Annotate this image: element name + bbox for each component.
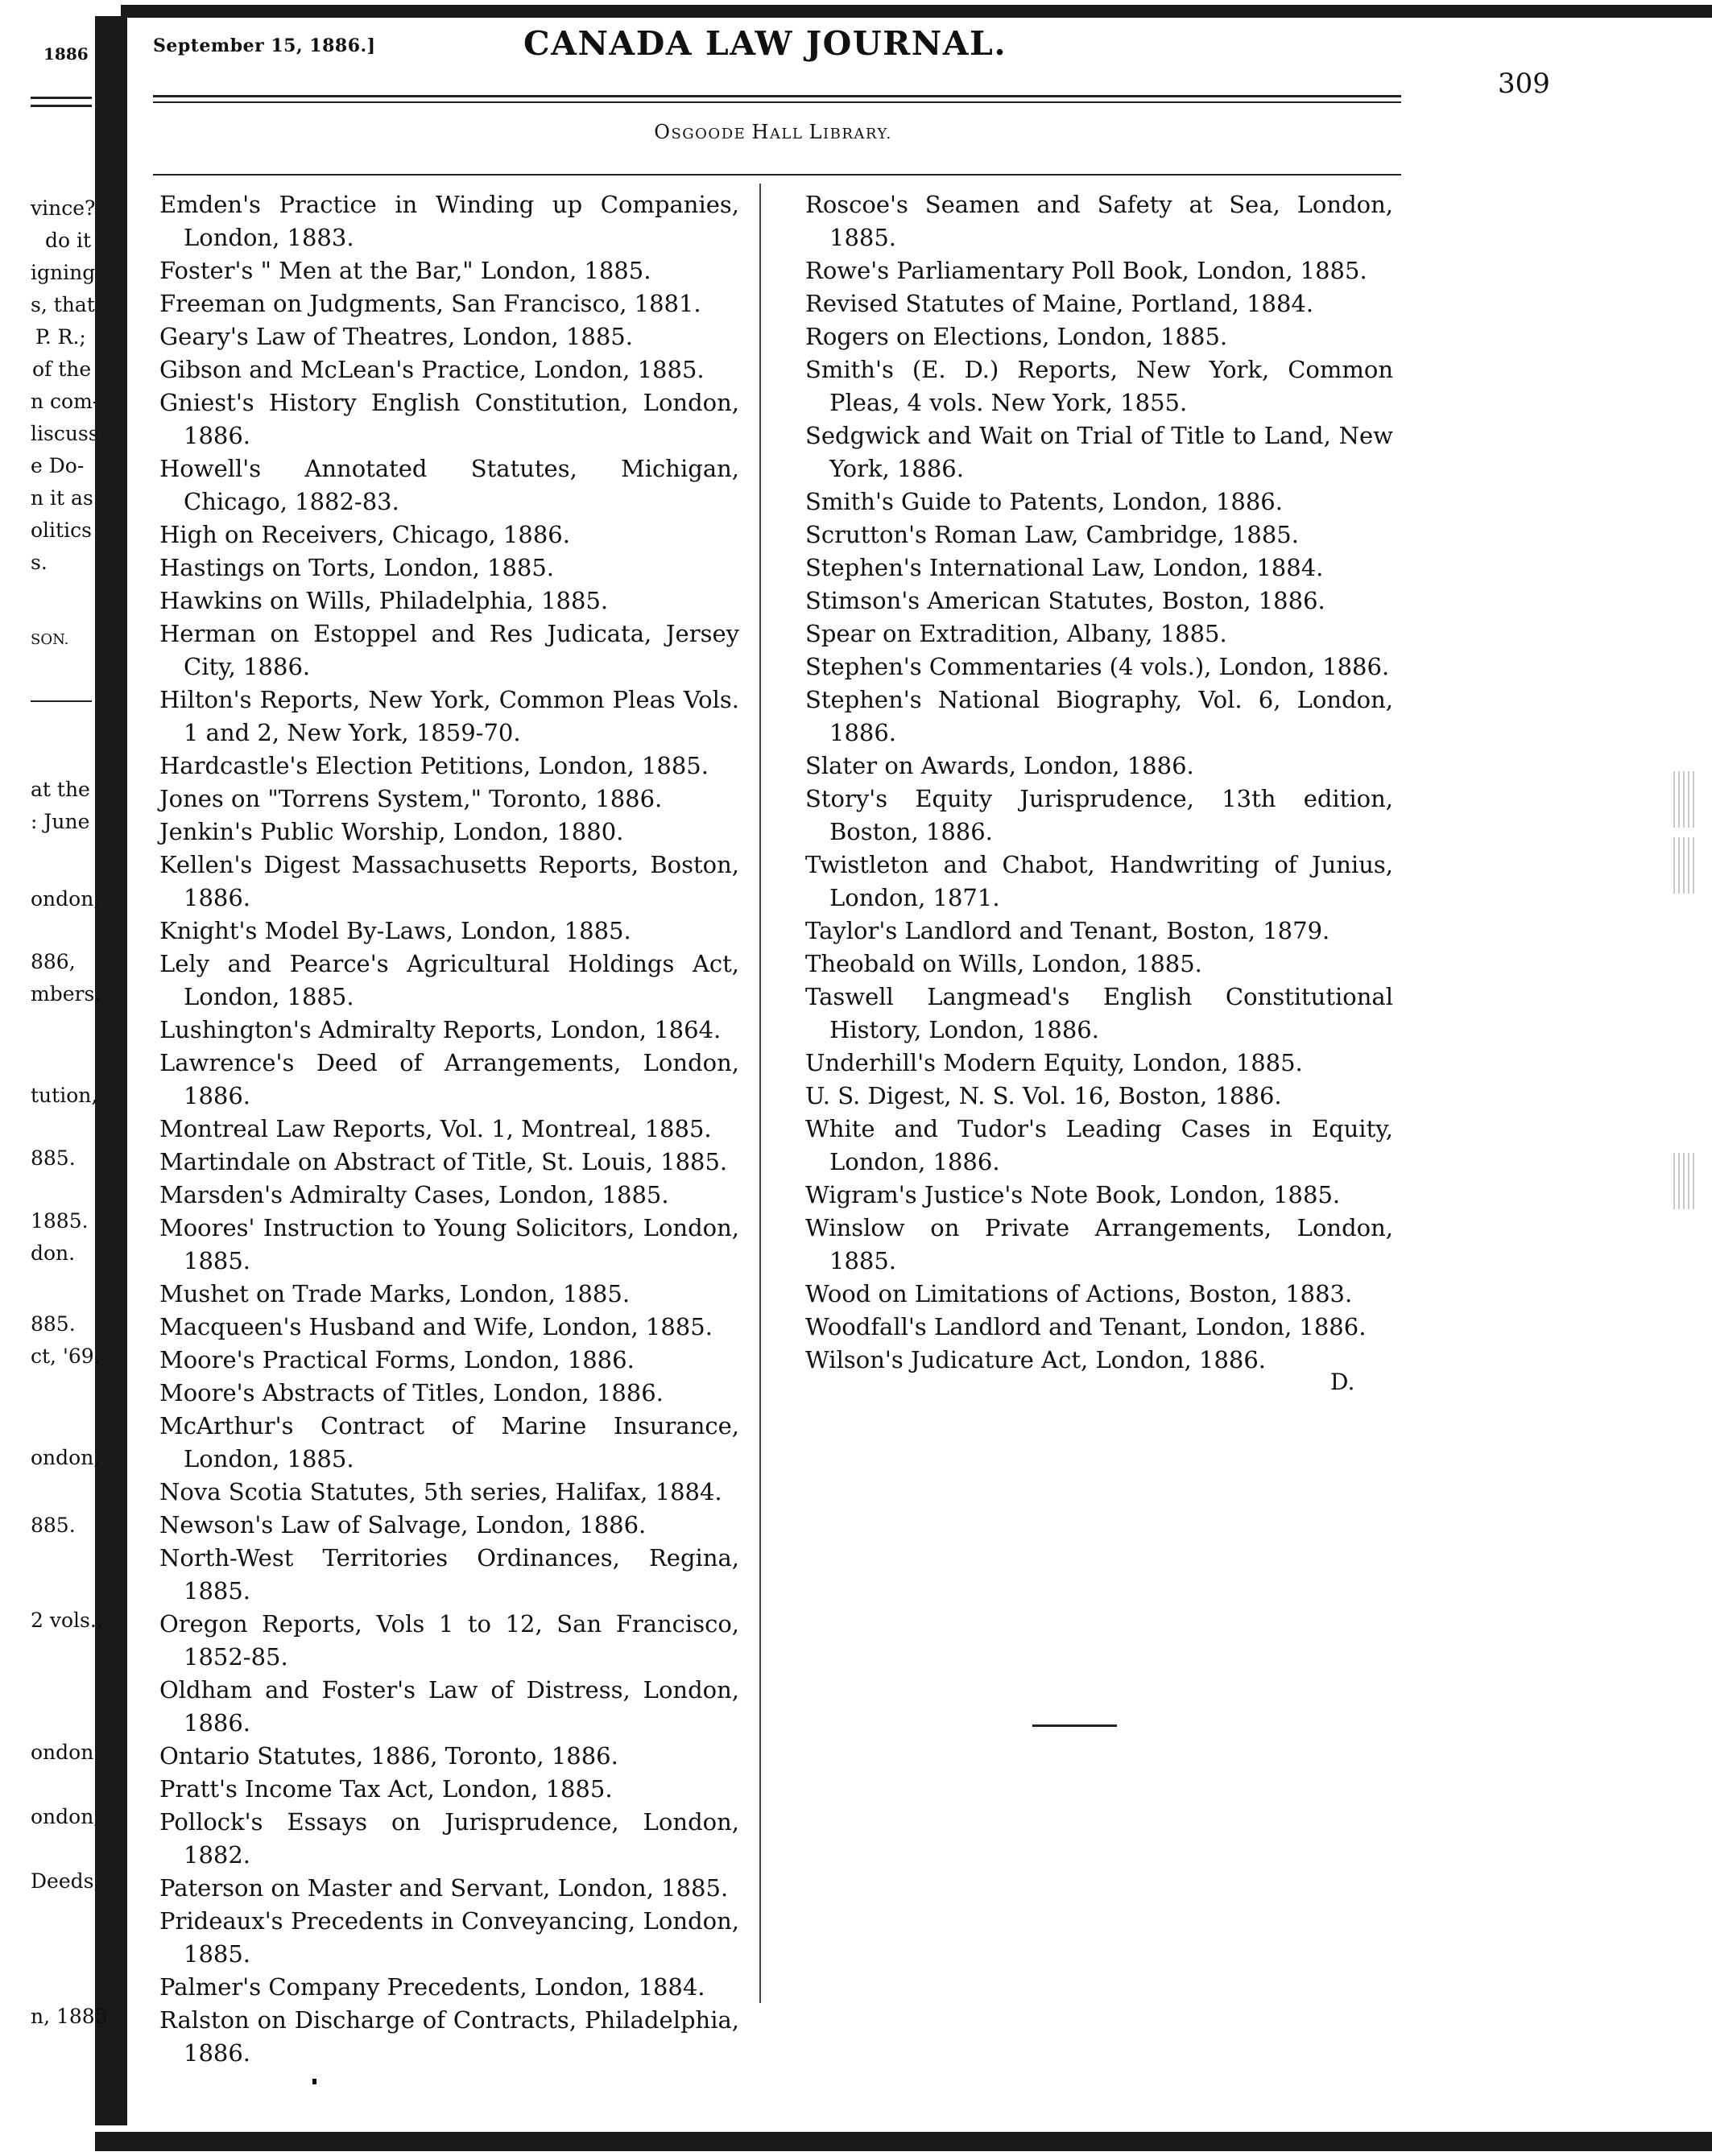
margin-fragment: tution, (31, 1084, 98, 1107)
library-entry: Taswell Langmead's English Constitutional History, London, 1886. (805, 983, 1393, 1043)
library-entry: Stephen's National Biography, Vol. 6, London, 1886. (805, 686, 1393, 746)
margin-fragment: 1886 (43, 44, 89, 64)
library-entry: Knight's Model By-Laws, London, 1885. (159, 917, 631, 944)
margin-fragment: e Do- (31, 454, 85, 477)
margin-fragment: P. R.; (35, 325, 86, 349)
library-entry: Montreal Law Reports, Vol. 1, Montreal, 1885. (159, 1115, 712, 1142)
library-entry: Smith's Guide to Patents, London, 1886. (805, 488, 1283, 515)
scan-border-top (121, 5, 1712, 18)
margin-fragment: at the (31, 778, 90, 801)
library-entry: Stephen's International Law, London, 1884. (805, 554, 1324, 581)
margin-fragment: do it (45, 229, 92, 252)
library-entry: Hastings on Torts, London, 1885. (159, 554, 555, 581)
journal-title: CANADA LAW JOURNAL. (523, 24, 1007, 63)
scan-speck (1673, 837, 1698, 894)
margin-fragment: ondon, (31, 1446, 101, 1469)
margin-fragment: n, 1885 (31, 2005, 108, 2028)
library-entry: Moore's Practical Forms, London, 1886. (159, 1346, 635, 1373)
margin-fragment: vince? (31, 196, 96, 220)
margin-fragment: don. (31, 1241, 76, 1265)
margin-rule (31, 105, 92, 107)
library-entry: Revised Statutes of Maine, Portland, 1884. (805, 290, 1314, 317)
margin-fragment: s. (31, 551, 48, 574)
library-entry: Winslow on Private Arrangements, London, 1885. (805, 1214, 1393, 1274)
library-entry: Wood on Limitations of Actions, Boston, 1883. (805, 1280, 1353, 1307)
library-entry: Woodfall's Landlord and Tenant, London, 1886. (805, 1313, 1367, 1340)
library-entry: Scrutton's Roman Law, Cambridge, 1885. (805, 521, 1299, 548)
library-entry: Martindale on Abstract of Title, St. Louis, 1885. (159, 1148, 728, 1175)
margin-fragment: n com- (31, 390, 100, 413)
margin-fragment: mbers, (31, 982, 101, 1006)
margin-fragment: 885. (31, 1312, 76, 1336)
library-entry: Moores' Instruction to Young Solicitors, London, 1885. (159, 1214, 739, 1274)
library-entry: Jenkin's Public Worship, London, 1880. (159, 818, 624, 845)
library-entry: Moore's Abstracts of Titles, London, 1886. (159, 1379, 664, 1406)
margin-fragment: n it as (31, 486, 93, 510)
margin-rule (31, 700, 92, 702)
right-column (805, 188, 1393, 1377)
library-entry: Lawrence's Deed of Arrangements, London, 1886. (159, 1049, 739, 1109)
library-entry: Geary's Law of Theatres, London, 1885. (159, 323, 633, 350)
library-entry: Rogers on Elections, London, 1885. (805, 323, 1228, 350)
library-entry: Underhill's Modern Equity, London, 1885. (805, 1049, 1303, 1076)
library-entry: U. S. Digest, N. S. Vol. 16, Boston, 1886. (805, 1082, 1282, 1109)
margin-fragment: ondon (31, 1741, 94, 1764)
library-entry: Lely and Pearce's Agricultural Holdings Act, London, 1885. (159, 950, 739, 1010)
library-entry: Twistleton and Chabot, Handwriting of Junius, London, 1871. (805, 851, 1393, 911)
signature: D. (1330, 1369, 1355, 1395)
library-entry: Herman on Estoppel and Res Judicata, Jersey City, 1886. (159, 620, 739, 680)
library-entry: Marsden's Admiralty Cases, London, 1885. (159, 1181, 669, 1208)
head-rule (153, 101, 1401, 103)
issue-date: September 15, 1886.] (153, 35, 376, 56)
library-entry: Kellen's Digest Massachusetts Reports, Boston, 1886. (159, 851, 739, 911)
library-entry: Howell's Annotated Statutes, Michigan, Chicago, 1882-83. (159, 455, 739, 515)
library-entry: High on Receivers, Chicago, 1886. (159, 521, 570, 548)
margin-fragment: ondon, (31, 1805, 101, 1828)
head-rule (153, 95, 1401, 97)
library-entry: Ralston on Discharge of Contracts, Philadelphia, 1886. (159, 2006, 739, 2067)
library-entry: Emden's Practice in Winding up Companies, London, 1883. (159, 191, 739, 251)
closing-rule (1032, 1724, 1117, 1727)
margin-fragment: 885. (31, 1514, 76, 1537)
library-entry: Spear on Extradition, Albany, 1885. (805, 620, 1227, 647)
margin-fragment: of the (32, 357, 92, 381)
scan-border-bottom (95, 2132, 1712, 2151)
library-entry: Prideaux's Precedents in Conveyancing, London, 1885. (159, 1907, 739, 1968)
library-entry: Macqueen's Husband and Wife, London, 1885. (159, 1313, 713, 1340)
library-entry: Gibson and McLean's Practice, London, 1885. (159, 356, 705, 383)
library-entry: Story's Equity Jurisprudence, 13th edition, Boston, 1886. (805, 785, 1393, 845)
margin-fragment: 885. (31, 1146, 76, 1170)
section-rule (153, 174, 1401, 176)
library-entry: Stimson's American Statutes, Boston, 1886. (805, 587, 1325, 614)
library-entry: Hawkins on Wills, Philadelphia, 1885. (159, 587, 609, 614)
library-entry: Smith's (E. D.) Reports, New York, Common Pleas, 4 vols. New York, 1855. (805, 356, 1393, 416)
library-entry: McArthur's Contract of Marine Insurance, London, 1885. (159, 1412, 739, 1472)
library-entry: Sedgwick and Wait on Trial of Title to Land, New York, 1886. (805, 422, 1393, 482)
library-entry: Oldham and Foster's Law of Distress, London, 1886. (159, 1676, 739, 1737)
margin-fragment: : June (31, 810, 90, 833)
library-entry: Taylor's Landlord and Tenant, Boston, 1879. (805, 917, 1330, 944)
library-entry: Ontario Statutes, 1886, Toronto, 1886. (159, 1742, 618, 1770)
library-entry: Freeman on Judgments, San Francisco, 1881. (159, 290, 701, 317)
facing-page-margin (0, 0, 108, 2156)
library-entry: Oregon Reports, Vols 1 to 12, San Francisco, 1852-85. (159, 1610, 739, 1671)
library-entry: Foster's " Men at the Bar," London, 1885. (159, 257, 651, 284)
section-heading: OSGOODE HALL LIBRARY. (654, 121, 892, 143)
library-entry: Hilton's Reports, New York, Common Pleas Vols. 1 and 2, New York, 1859-70. (159, 686, 739, 746)
ink-speck (312, 2079, 316, 2084)
library-entry: Wigram's Justice's Note Book, London, 1885. (805, 1181, 1341, 1208)
library-entry: Theobald on Wills, London, 1885. (805, 950, 1202, 977)
margin-fragment: 886, (31, 950, 76, 973)
left-column (159, 188, 739, 2070)
library-entry: Newson's Law of Salvage, London, 1886. (159, 1511, 647, 1539)
library-entry: Wilson's Judicature Act, London, 1886. (805, 1346, 1267, 1373)
scan-speck (1673, 771, 1698, 828)
scan-speck (1673, 1153, 1698, 1209)
margin-fragment: igning (31, 261, 96, 284)
library-entry: Mushet on Trade Marks, London, 1885. (159, 1280, 631, 1307)
library-entry: Jones on "Torrens System," Toronto, 1886. (159, 785, 663, 812)
margin-fragment: ondon, (31, 887, 101, 911)
margin-fragment: Deeds, (31, 1869, 101, 1893)
margin-fragment: olitics (31, 518, 92, 542)
library-entry: Pollock's Essays on Jurisprudence, London, 1882. (159, 1808, 739, 1869)
library-entry: Hardcastle's Election Petitions, London, 1885. (159, 752, 709, 779)
margin-fragment: liscuss (31, 422, 99, 445)
column-divider (759, 184, 761, 2003)
library-entry: Gniest's History English Constitution, London, 1886. (159, 389, 739, 449)
margin-fragment: 2 vols., (31, 1609, 103, 1632)
library-entry: Lushington's Admiralty Reports, London, 1864. (159, 1016, 722, 1043)
margin-fragment: SON. (31, 631, 69, 648)
page-number: 309 (1498, 68, 1550, 100)
library-entry: Nova Scotia Statutes, 5th series, Halifax, 1884. (159, 1478, 722, 1505)
library-entry: Paterson on Master and Servant, London, 1885. (159, 1874, 729, 1902)
library-entry: Rowe's Parliamentary Poll Book, London, 1885. (805, 257, 1367, 284)
running-head (153, 24, 1550, 100)
margin-fragment: ct, '69. (31, 1344, 101, 1368)
margin-fragment: 1885. (31, 1209, 89, 1233)
library-entry: North-West Territories Ordinances, Regina, 1885. (159, 1544, 739, 1605)
library-entry: White and Tudor's Leading Cases in Equity, London, 1886. (805, 1115, 1393, 1175)
library-entry: Slater on Awards, London, 1886. (805, 752, 1194, 779)
margin-fragment: s, that (31, 293, 95, 316)
library-entry: Pratt's Income Tax Act, London, 1885. (159, 1775, 613, 1803)
library-entry: Roscoe's Seamen and Safety at Sea, London, 1885. (805, 191, 1393, 251)
margin-rule (31, 97, 92, 99)
library-entry: Palmer's Company Precedents, London, 1884. (159, 1973, 705, 2001)
library-entry: Stephen's Commentaries (4 vols.), London, 1886. (805, 653, 1390, 680)
